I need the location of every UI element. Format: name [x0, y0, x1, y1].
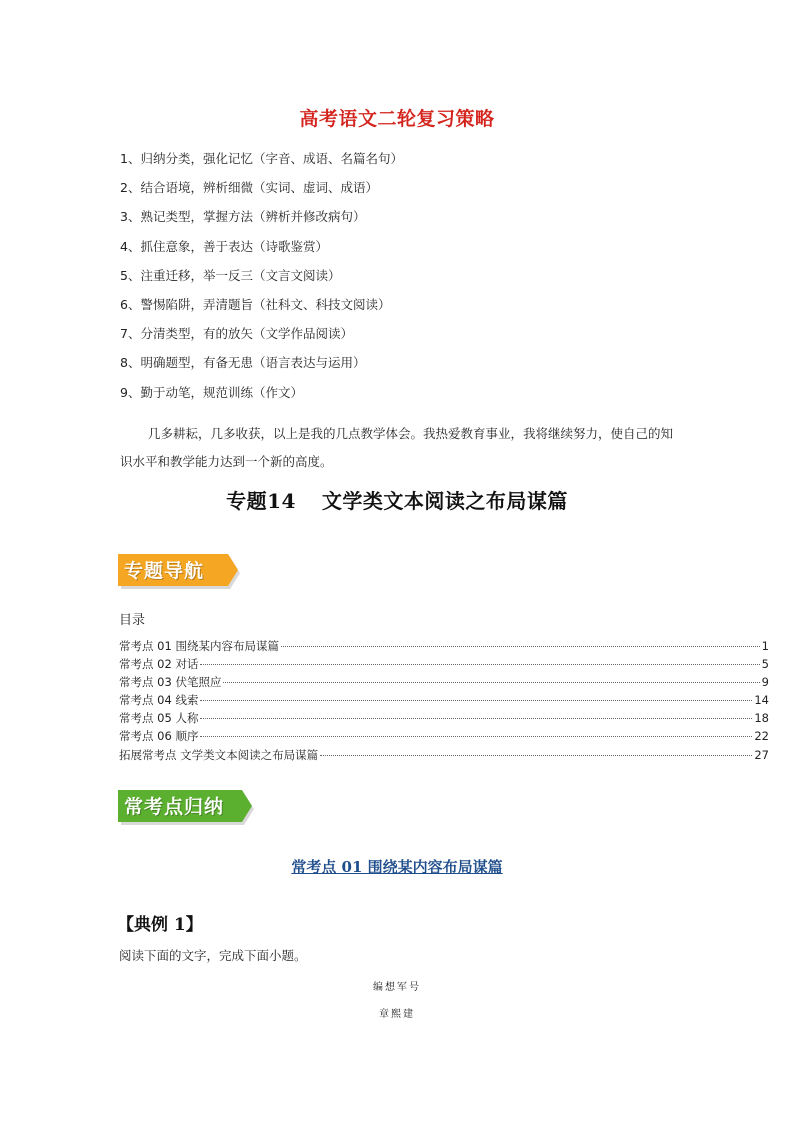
toc-entry-page: 1	[761, 639, 769, 653]
toc-leader-dots	[200, 700, 752, 701]
toc-leader-dots	[200, 736, 752, 737]
toc-leader-dots	[320, 755, 752, 756]
toc-heading: 目录	[119, 613, 146, 628]
toc-entry[interactable]	[119, 709, 769, 727]
toc-entry-label: 常考点 05 人称	[119, 711, 199, 726]
strategy-title: 高考语文二轮复习策略	[299, 108, 495, 130]
toc-entry-page: 27	[754, 747, 769, 762]
toc-entry-label: 常考点 01 围绕某内容布局谋篇	[119, 639, 279, 653]
topic-name: 文学类文本阅读之布局谋篇	[321, 489, 568, 513]
toc-entry[interactable]	[119, 673, 769, 691]
strategy-item: 6、警惕陷阱，弄清题旨（社科文、科技文阅读）	[120, 296, 391, 312]
story-author: 章熙建	[379, 1009, 415, 1020]
toc-entry[interactable]	[119, 746, 769, 764]
toc-entry[interactable]	[119, 655, 769, 673]
strategy-list	[120, 148, 403, 411]
toc-entry-label: 常考点 02 对话	[119, 657, 199, 672]
toc-leader-dots	[223, 682, 759, 683]
toc-entry-label: 常考点 03 伏笔照应	[119, 675, 222, 690]
table-of-contents	[119, 637, 769, 764]
toc-leader-dots	[200, 718, 752, 719]
toc-entry-page: 9	[761, 675, 769, 690]
toc-leader-dots	[281, 646, 760, 647]
strategy-item: 1、归纳分类，强化记忆（字音、成语、名篇名句）	[120, 151, 403, 166]
example-heading: 【典例 1】	[117, 915, 203, 935]
strategy-item: 8、明确题型，有备无患（语言表达与运用）	[120, 355, 366, 371]
strategy-item: 2、结合语境，辨析细微（实词、虚词、成语）	[120, 180, 378, 196]
section-banner-summary	[118, 788, 258, 826]
toc-entry-page: 22	[754, 729, 769, 744]
toc-entry-label: 常考点 04 线索	[119, 693, 199, 708]
strategy-item: 7、分清类型，有的放矢（文学作品阅读）	[120, 326, 353, 342]
reading-instruction: 阅读下面的文字，完成下面小题。	[119, 948, 307, 963]
toc-entry[interactable]	[119, 727, 769, 745]
toc-entry-page: 14	[754, 693, 769, 708]
section-banner-navigation	[118, 552, 244, 590]
banner-label: 专题导航	[124, 560, 205, 582]
strategy-item: 3、熟记类型，掌握方法（辨析并修改病句）	[120, 209, 366, 225]
strategy-item: 9、勤于动笔，规范训练（作文）	[120, 384, 303, 400]
toc-entry-label: 拓展常考点 文学类文本阅读之布局谋篇	[119, 747, 319, 762]
topic-number: 专题14	[226, 489, 296, 513]
topic-title	[0, 485, 794, 514]
strategy-item: 5、注重迁移，举一反三（文言文阅读）	[120, 267, 341, 283]
closing-paragraph: 几多耕耘，几多收获，以上是我的几点教学体会。我热爱教育事业，我将继续努力，使自己的知识水平和教学能力达到一个新的高度。	[120, 425, 674, 469]
toc-entry-label: 常考点 06 顺序	[119, 729, 199, 744]
toc-entry-page: 5	[761, 657, 769, 672]
toc-leader-dots	[200, 664, 759, 665]
strategy-item: 4、抓住意象，善于表达（诗歌鉴赏）	[120, 238, 328, 254]
story-title: 编想军号	[373, 982, 421, 993]
point-title-link[interactable]: 常考点 01 围绕某内容布局谋篇	[291, 858, 503, 876]
toc-entry[interactable]	[119, 637, 769, 655]
toc-entry[interactable]	[119, 691, 769, 709]
toc-entry-page: 18	[754, 711, 769, 726]
banner-label: 常考点归纳	[124, 796, 225, 818]
